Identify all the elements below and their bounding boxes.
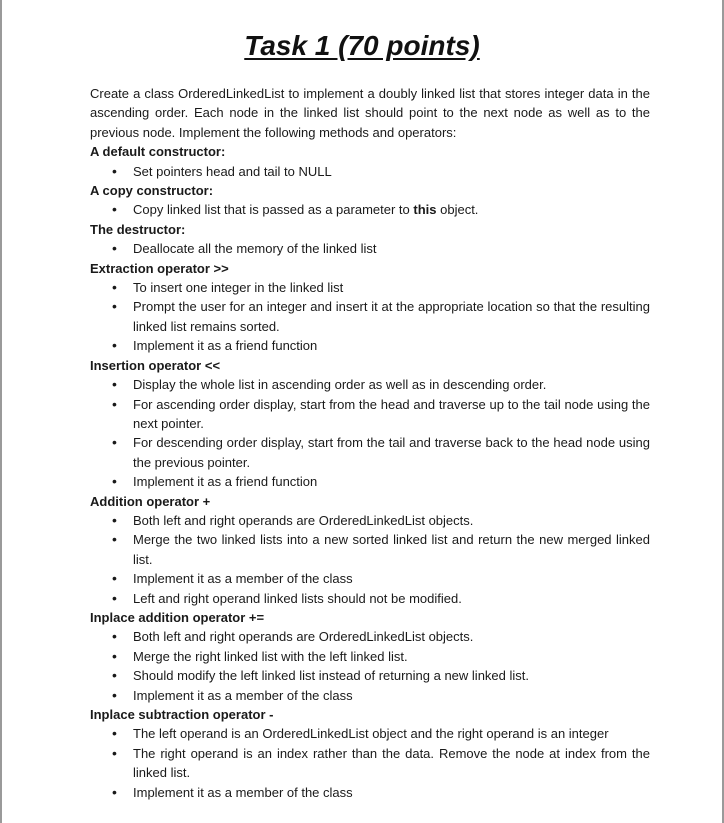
task-description	[90, 84, 650, 802]
bullet-list	[90, 724, 650, 802]
list-item: • For ascending order display, start from the head and traverse up to the tail node using the next pointer.	[112, 395, 650, 434]
bullet-list	[90, 162, 650, 181]
list-item: • Implement it as a friend function	[112, 472, 650, 491]
list-item: • The right operand is an index rather than the data. Remove the node at index from the linked list.	[112, 744, 650, 783]
section-heading-insertion-operator: Insertion operator <<	[90, 357, 221, 373]
list-item-text: Copy linked list that is passed as a parameter to	[133, 202, 414, 218]
list-item: • Implement it as a friend function	[112, 336, 650, 355]
list-item: • Merge the two linked lists into a new sorted linked list and return the new merged linked list.	[112, 530, 650, 569]
keyword-this: this	[413, 202, 437, 218]
list-item: • Both left and right operands are OrderedLinkedList objects.	[112, 511, 650, 530]
section-heading-default-constructor: A default constructor:	[90, 144, 226, 160]
list-item: • Should modify the left linked list instead of returning a new linked list.	[112, 666, 650, 685]
bullet-list	[90, 627, 650, 705]
list-item-text: object.	[436, 202, 479, 218]
bullet-list	[90, 200, 650, 219]
section-heading-inplace-subtraction-operator: Inplace subtraction operator -	[90, 707, 274, 722]
list-item: • Both left and right operands are OrderedLinkedList objects.	[112, 627, 650, 646]
section-heading-copy-constructor: A copy constructor:	[90, 183, 214, 199]
list-item: • Prompt the user for an integer and insert it at the appropriate location so that the resulting linked list remains sorted.	[112, 297, 650, 336]
bullet-list	[90, 375, 650, 491]
section-heading-inplace-addition-operator: Inplace addition operator +=	[90, 609, 265, 625]
list-item: • To insert one integer in the linked list	[112, 278, 650, 297]
list-item: • Implement it as a member of the class	[112, 569, 650, 588]
list-item: • Deallocate all the memory of the linked list	[112, 239, 650, 258]
bullet-list	[90, 239, 650, 258]
list-item: • Implement it as a member of the class	[112, 686, 650, 705]
list-item: • Set pointers head and tail to NULL	[112, 162, 650, 181]
list-item: • Left and right operand linked lists should not be modified.	[112, 589, 650, 608]
bullet-list	[90, 278, 650, 356]
list-item: • The left operand is an OrderedLinkedList object and the right operand is an integer	[112, 724, 650, 743]
list-item: • For descending order display, start from the tail and traverse back to the head node using the previous pointer.	[112, 433, 650, 472]
list-item: • Merge the right linked list with the left linked list.	[112, 647, 650, 666]
list-item: • Implement it as a member of the class	[112, 783, 650, 802]
list-item	[112, 200, 650, 219]
list-item: • Display the whole list in ascending order as well as in descending order.	[112, 375, 650, 394]
bullet-list	[90, 511, 650, 608]
page-title: Task 1 (70 points)	[244, 30, 480, 61]
section-heading-addition-operator: Addition operator +	[90, 493, 211, 509]
section-heading-extraction-operator: Extraction operator >>	[90, 260, 229, 276]
intro-paragraph: Create a class OrderedLinkedList to implement a doubly linked list that stores integer data in the ascending order. Each node in the linked list should point to the next node as well as to the previous node. Implement the following methods and operators:	[90, 86, 650, 140]
section-heading-destructor: The destructor:	[90, 221, 186, 237]
